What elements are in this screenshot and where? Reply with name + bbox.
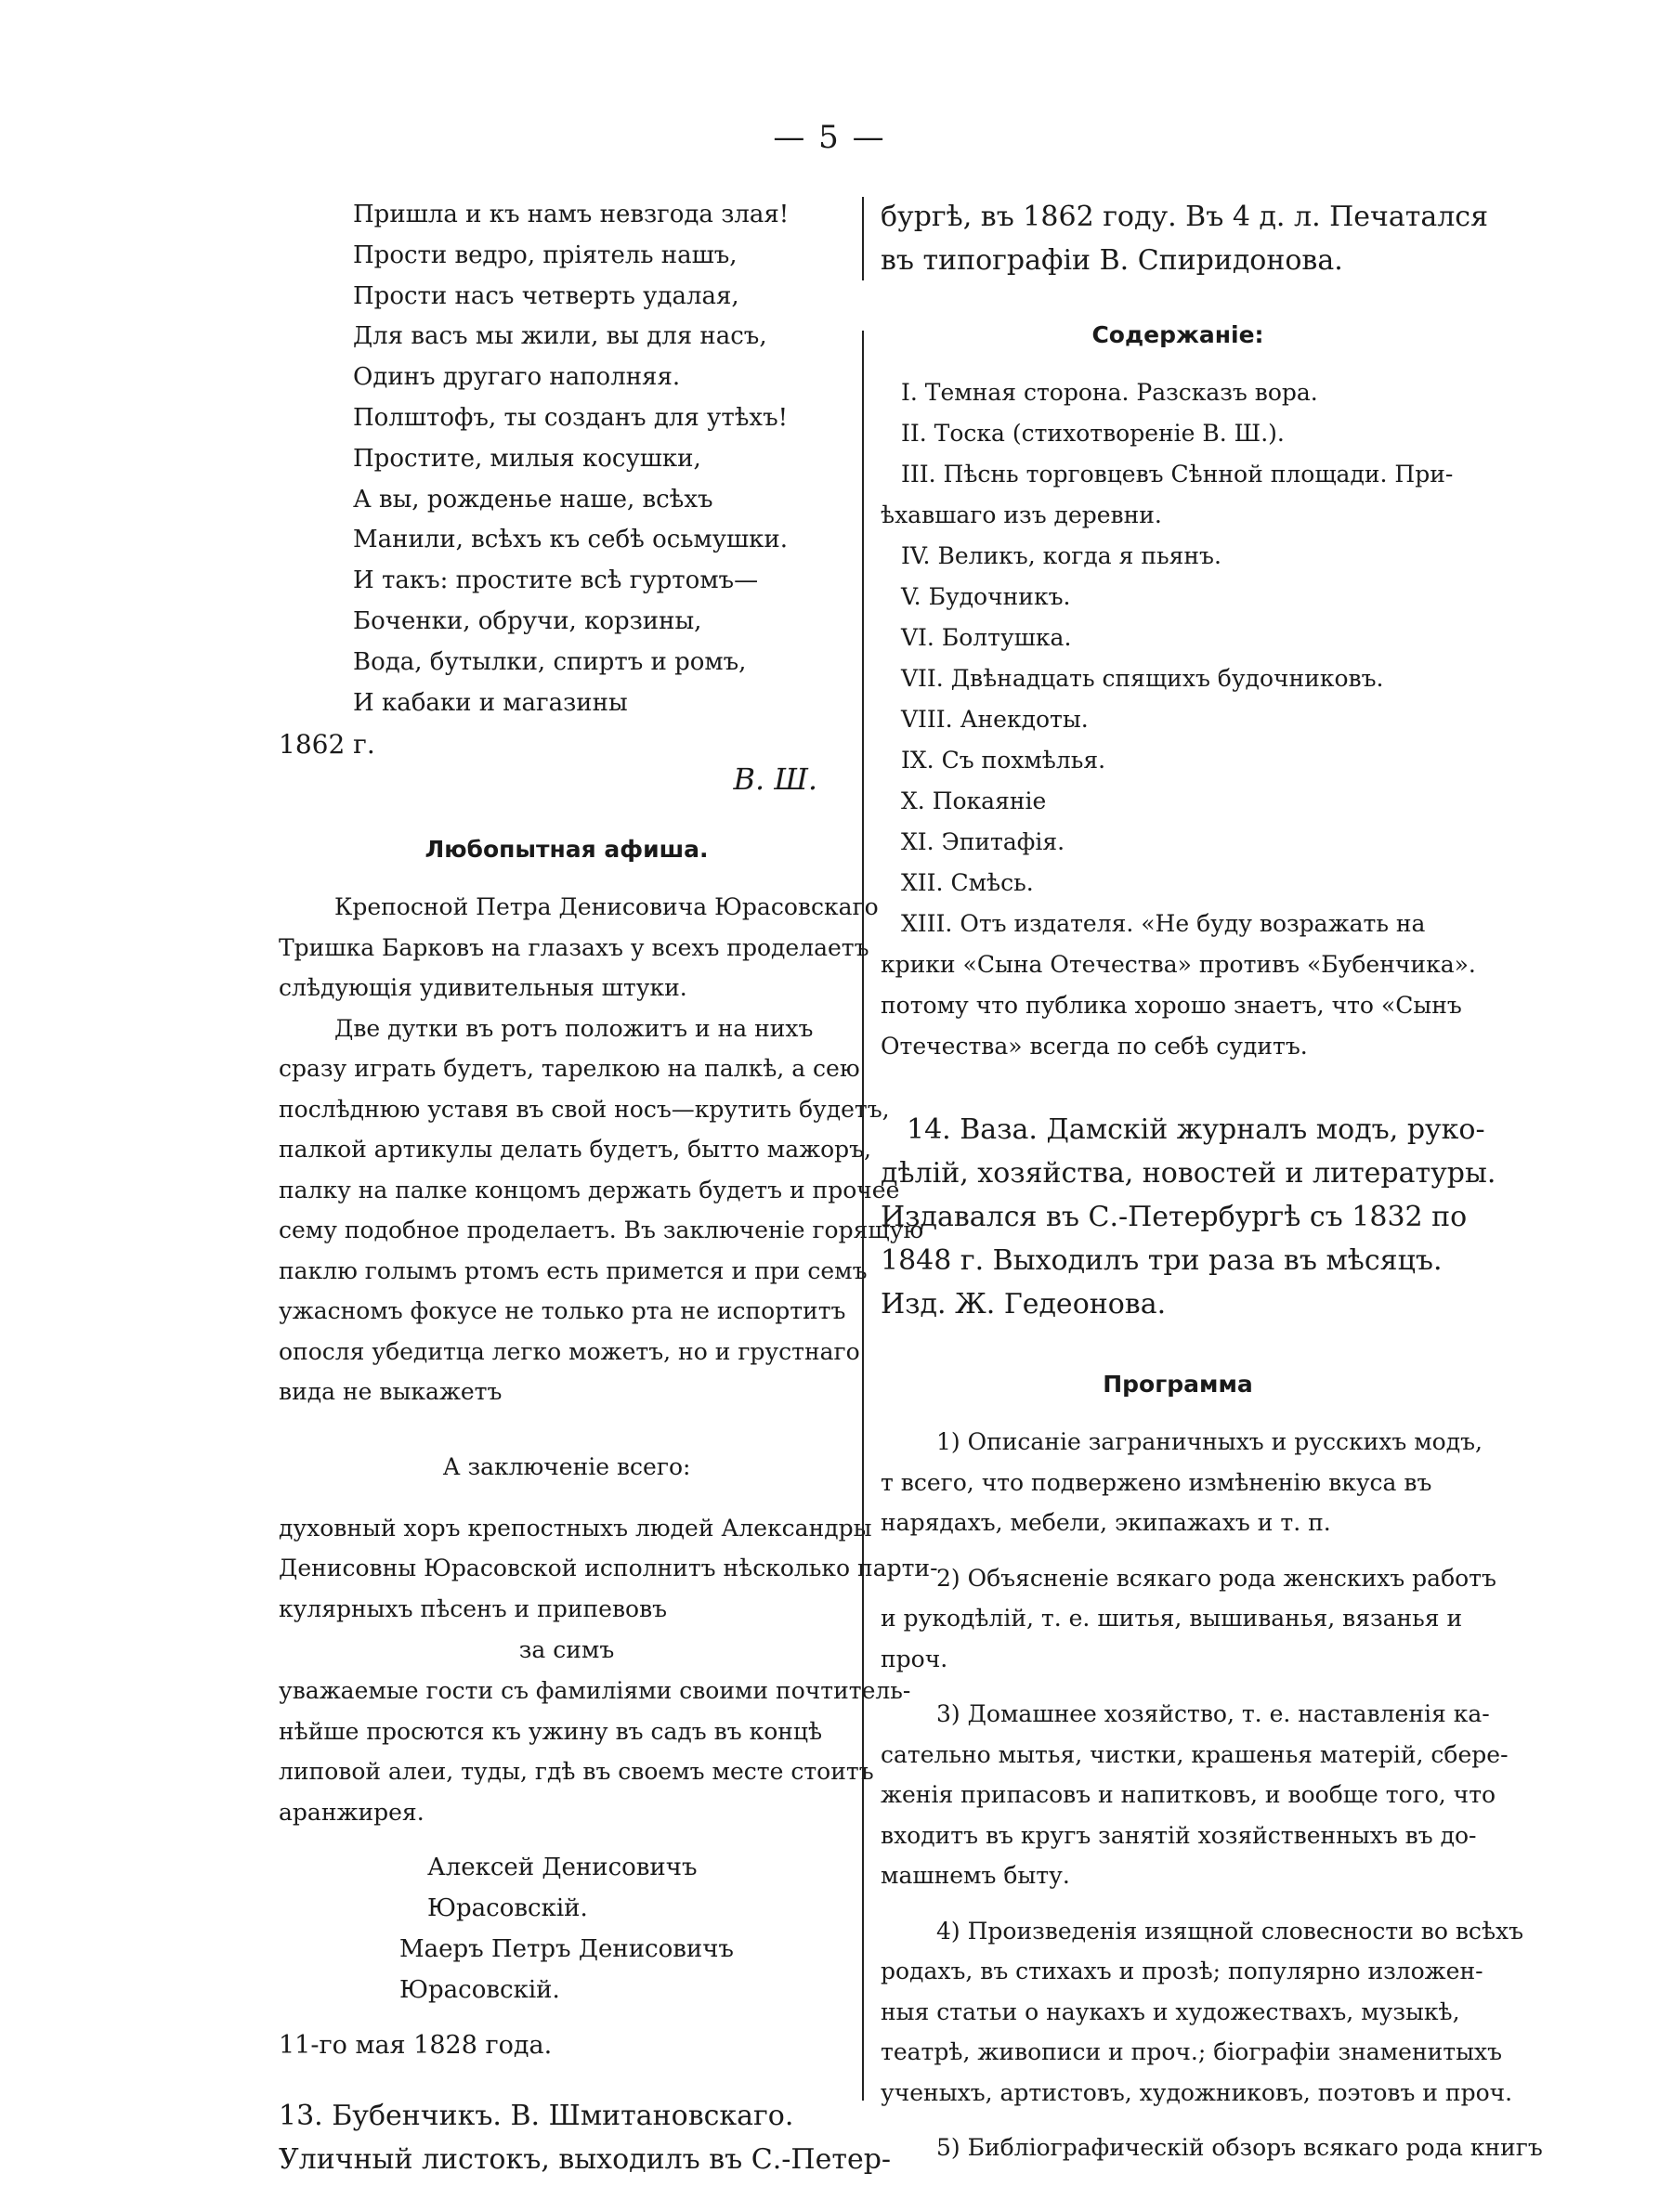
text-line: слѣдующія удивительныя штуки. — [279, 974, 687, 1002]
text-line: Тришка Барковъ на глазахъ у всехъ проделаетъ — [279, 933, 869, 961]
contents-item: X. Покаяніе — [901, 787, 1047, 814]
contents-item: III. Пѣснь торговцевъ Сѣнной площади. При- — [901, 461, 1454, 488]
text-line: ныя статьи о наукахъ и художествахъ, музыкѣ, — [881, 1997, 1460, 2025]
right-column — [881, 195, 1543, 2168]
program-item-4 — [881, 1911, 1524, 2114]
text-line: Крепосной Петра Денисовича Юрасовскаго — [334, 893, 879, 921]
poem-line: Вода, бутылки, спиртъ и ромъ, — [353, 647, 747, 676]
entry-14-line: Изд. Ж. Гедеонова. — [881, 1288, 1167, 1321]
text-line: женія припасовъ и напитковъ, и вообще того, что — [881, 1781, 1496, 1808]
text-line: палкой артикулы делать будетъ, бытто мажоръ, — [279, 1136, 872, 1164]
text-line: машнемъ быту. — [881, 1862, 1070, 1889]
text-line: сательно мытья, чистки, крашенья матерій, сбере- — [881, 1740, 1509, 1768]
contents-item: VIII. Анекдоты. — [901, 706, 1089, 733]
contents-item: XII. Смѣсь. — [901, 869, 1034, 896]
column-divider — [862, 331, 864, 2101]
text-line: Две дутки въ ротъ положитъ и на нихъ — [334, 1014, 814, 1042]
entry-14-line: 14. Ваза. Дамскій журналъ модъ, руко- — [907, 1113, 1485, 1146]
afisha-heading: Любопытная афиша. — [425, 836, 709, 864]
poem-year: 1862 г. — [279, 729, 375, 761]
contents-item: VII. Двѣнадцать спящихъ будочниковъ. — [901, 665, 1384, 692]
contents-item: крики «Сына Отечества» противъ «Бубенчика». — [881, 951, 1476, 978]
contents-item: IX. Съ похмѣлья. — [901, 747, 1106, 774]
text-line: нѣйше просются къ ужину въ садъ въ концѣ — [279, 1717, 823, 1745]
text-line: духовный хоръ крепостныхъ людей Александры — [279, 1514, 872, 1542]
text-line: родахъ, въ стихахъ и прозѣ; популярно изложен- — [881, 1958, 1483, 1984]
poem-line: Манили, всѣхъ къ себѣ осьмушки. — [353, 526, 789, 554]
text-line: 4) Произведенія изящной словесности во всѣхъ — [936, 1917, 1524, 1945]
text-line: ученыхъ, артистовъ, художниковъ, поэтовъ и проч. — [881, 2078, 1513, 2106]
text-line: 1) Описаніе заграничныхъ и русскихъ модъ, — [936, 1428, 1483, 1455]
text-line: вида не выкажетъ — [279, 1378, 503, 1406]
za-sim: за симъ — [518, 1636, 615, 1664]
contents-heading: Содержаніе: — [1091, 321, 1264, 348]
entry-13-continued: въ типографіи В. Спиридонова. — [881, 244, 1343, 277]
text-line: палку на палке концомъ держать будетъ и прочее — [279, 1176, 900, 1204]
afisha-date: 11-го мая 1828 года. — [279, 2031, 553, 2061]
afisha-paragraph-1 — [279, 887, 879, 1008]
text-line: липовой алеи, туды, гдѣ въ своемъ месте стоитъ — [279, 1758, 874, 1786]
column-divider-top — [862, 197, 864, 280]
poem-line: Прости насъ четверть удалая, — [353, 281, 739, 310]
poem-line: И такъ: простите всѣ гуртомъ— — [353, 566, 759, 595]
text-line: 5) Библіографическій обзоръ всякаго рода книгъ — [936, 2134, 1543, 2161]
contents-item: потому что публика хорошо знаетъ, что «Сынъ — [881, 992, 1462, 1019]
text-line: аранжирея. — [279, 1798, 425, 1826]
contents-item: I. Темная сторона. Разсказъ вора. — [901, 379, 1318, 406]
signer-line: Алексей Денисовичъ Юрасовскій. — [427, 1854, 698, 1923]
text-line: проч. — [881, 1645, 948, 1672]
text-line: ужасномъ фокусе не только рта не испортитъ — [279, 1297, 846, 1325]
poem-line: Полштофъ, ты созданъ для утѣхъ! — [353, 403, 789, 432]
text-line: Денисовны Юрасовской исполнитъ нѣсколько парти- — [279, 1555, 938, 1582]
text-line: сему подобное проделаетъ. Въ заключеніе горящую — [279, 1217, 924, 1244]
text-line: послѣднюю уставя въ свой носъ—крутить будетъ, — [279, 1095, 890, 1123]
contents-item: IV. Великъ, когда я пьянъ. — [901, 542, 1221, 569]
text-line: паклю голымъ ртомъ есть примется и при семъ — [279, 1256, 868, 1284]
contents-item: XI. Эпитафія. — [901, 828, 1065, 855]
afisha-paragraph-2 — [279, 1008, 924, 1412]
poem-line: Пришла и къ намъ невзгода злая! — [353, 201, 790, 228]
text-line: т всего, что подвержено измѣненію вкуса въ — [881, 1468, 1432, 1496]
program-item-2 — [881, 1558, 1496, 1680]
entry-14-line: 1848 г. Выходилъ три раза въ мѣсяцъ. — [881, 1244, 1443, 1277]
poem-line: Простите, милыя косушки, — [353, 444, 701, 473]
poem-line: Прости ведро, пріятель нашъ, — [353, 241, 738, 269]
poem-line: Одинъ другаго наполняя. — [353, 363, 681, 392]
program-heading: Программа — [1103, 1371, 1253, 1398]
signer-line: Маеръ Петръ Денисовичъ Юрасовскій. — [399, 1935, 734, 2005]
text-line: и рукодѣлій, т. е. шитья, вышиванья, вязанья и — [881, 1605, 1463, 1632]
left-column — [279, 195, 938, 2181]
program-item-3 — [881, 1694, 1509, 1896]
entry-13-continued: бургѣ, въ 1862 году. Въ 4 д. л. Печатался — [881, 201, 1489, 233]
poem-line: Боченки, обручи, корзины, — [353, 606, 702, 635]
text-line: нарядахъ, мебели, экипажахъ и т. п. — [881, 1509, 1331, 1536]
page-number: — 5 — — [773, 119, 886, 156]
contents-list — [881, 372, 1475, 1067]
text-line: уважаемые гости съ фамиліями своими почтитель- — [279, 1677, 911, 1705]
contents-item: II. Тоска (стихотвореніе В. Ш.). — [901, 420, 1285, 447]
entry-13-line: Уличный листокъ, выходилъ въ С.-Петер- — [279, 2143, 892, 2177]
poem-signature: В. Ш. — [733, 761, 817, 798]
text-line: 2) Объясненіе всякаго рода женскихъ работъ — [936, 1564, 1496, 1592]
entry-13-line: 13. Бубенчикъ. В. Шмитановскаго. — [279, 2100, 794, 2133]
text-line: 3) Домашнее хозяйство, т. е. наставленія ка- — [936, 1700, 1490, 1727]
contents-item: XIII. Отъ издателя. «Не буду возражать на — [901, 910, 1426, 937]
poem-line: И кабаки и магазины — [353, 688, 628, 717]
contents-item: VI. Болтушка. — [901, 624, 1072, 651]
guests-paragraph — [279, 1671, 911, 1832]
text-line: театрѣ, живописи и проч.; біографіи знаменитыхъ — [881, 2038, 1503, 2065]
text-line: кулярныхъ пѣсенъ и припевовъ — [279, 1594, 668, 1622]
poem — [279, 195, 855, 723]
entry-14-line: Издавался въ С.-Петербургѣ съ 1832 по — [881, 1201, 1468, 1233]
contents-item: ѣхавшаго изъ деревни. — [881, 501, 1162, 528]
text-line: опосля убедитца легко можетъ, но и грустнаго — [279, 1337, 860, 1365]
program-item-1 — [881, 1422, 1483, 1543]
program-item-5 — [881, 2127, 1543, 2168]
contents-item: Отечества» всегда по себѣ судитъ. — [881, 1033, 1308, 1060]
entry-14-line: дѣлій, хозяйства, новостей и литературы. — [881, 1157, 1496, 1190]
poem-line: Для васъ мы жили, вы для насъ, — [353, 322, 767, 351]
text-line: сразу играть будетъ, тарелкою на палкѣ, а сею — [279, 1055, 860, 1083]
text-line: входитъ въ кругъ занятій хозяйственныхъ въ до- — [881, 1821, 1477, 1849]
contents-item: V. Будочникъ. — [901, 583, 1071, 610]
conclusion-title: А заключеніе всего: — [442, 1452, 691, 1480]
choir-paragraph — [279, 1508, 938, 1630]
poem-line: А вы, рожденье наше, всѣхъ — [353, 485, 713, 514]
